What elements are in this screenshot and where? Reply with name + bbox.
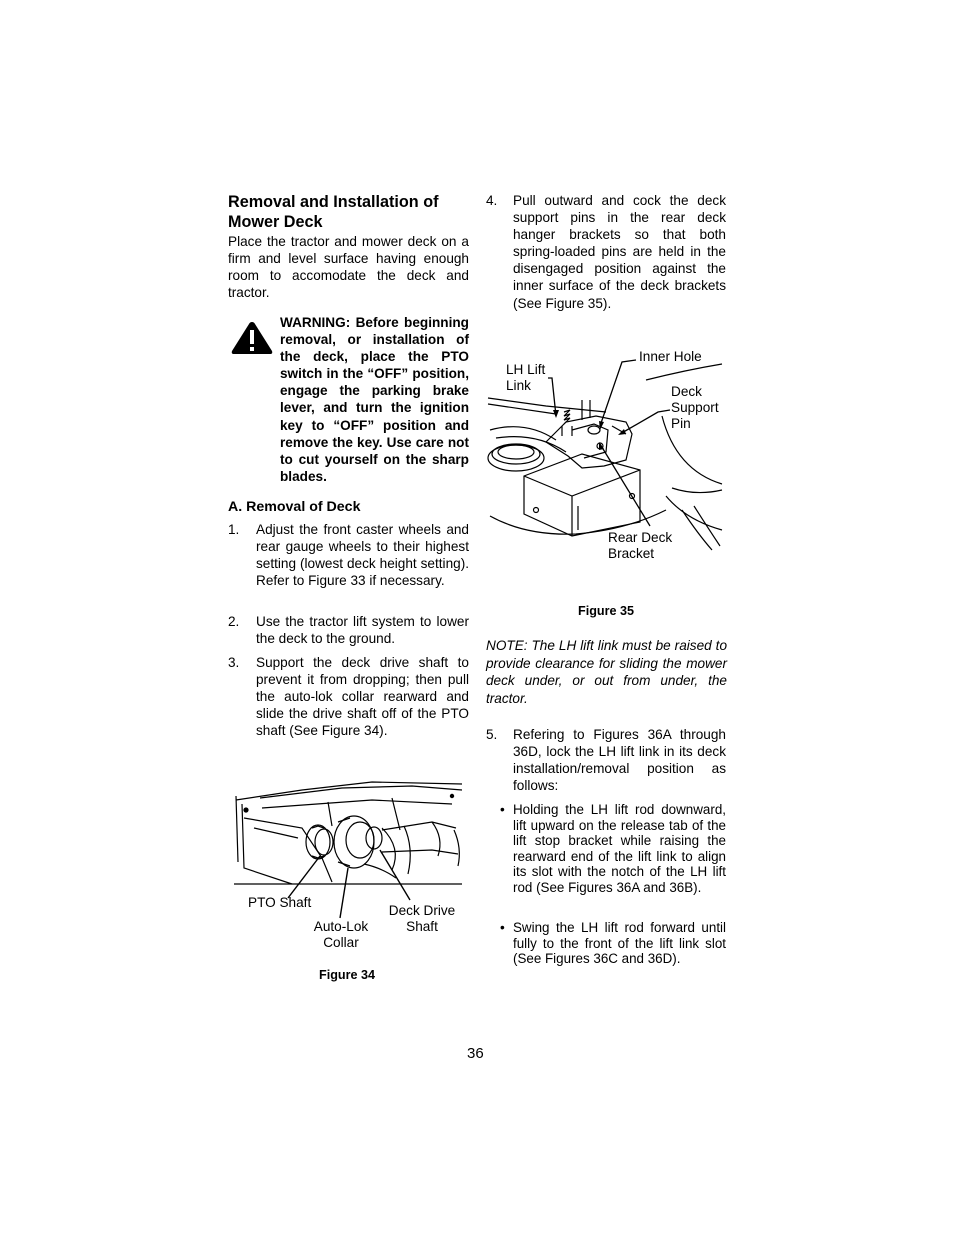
bullet-text: Swing the LH lift rod forward until fully to the front of the lift link slot (See Figures 36C and 36D).	[513, 920, 726, 967]
step-number: 2.	[228, 614, 240, 629]
fig34-label-autolok-2: Collar	[323, 935, 359, 950]
bullet-dot: •	[500, 802, 505, 817]
fig35-label-rear-2: Bracket	[608, 546, 655, 561]
fig34-label-drive-2: Shaft	[406, 919, 438, 934]
step-text: Support the deck drive shaft to prevent it from dropping; then pull the auto-lok collar rearward and slide the drive shaft off of the PTO shaft (See Figure 34).	[256, 655, 469, 739]
fig35-label-deck-support-pin	[671, 384, 719, 432]
fig34-label-deck-drive-shaft	[383, 903, 461, 935]
fig35-label-support: Support	[671, 400, 719, 415]
page-number: 36	[467, 1045, 484, 1062]
fig34-label-autolok-1: Auto-Lok	[313, 919, 369, 934]
step-number: 5.	[486, 727, 498, 742]
intro-paragraph: Place the tractor and mower deck on a firm and level surface having enough room to accomodate the deck and tractor.	[228, 234, 469, 301]
step-text: Pull outward and cock the deck support pins in the rear deck hanger brackets so that both spring-loaded pins are held in the disengaged position against the inner surface of the deck brackets (See Figure 35).	[513, 193, 726, 311]
step-text: Use the tractor lift system to lower the deck to the ground.	[256, 614, 469, 647]
step-text: Refering to Figures 36A through 36D, lock the LH lift link in its deck installation/removal position as follows:	[513, 727, 726, 794]
step-number: 4.	[486, 193, 498, 208]
step-text: Adjust the front caster wheels and rear gauge wheels to their highest setting (lowest deck height setting). Refer to Figure 33 if necessary.	[256, 522, 469, 589]
figure-35-caption: Figure 35	[578, 604, 634, 618]
step-number: 1.	[228, 522, 240, 537]
figure-34-caption: Figure 34	[319, 968, 375, 982]
fig34-label-pto-shaft: PTO Shaft	[248, 895, 312, 910]
fig34-label-autolok	[306, 919, 376, 951]
fig35-label-lh-lift-link	[506, 362, 545, 394]
removal-heading: A. Removal of Deck	[228, 499, 361, 515]
warning-triangle-icon	[230, 320, 274, 356]
section-title	[228, 193, 438, 232]
fig35-label-lh-2: Link	[506, 378, 531, 393]
bullet-text: Holding the LH lift rod downward, lift upward on the release tab of the lift stop bracket while raising the rearward end of the lift link to align its slot with the notch of the LH lift rod (See Figures 36A and 36B).	[513, 802, 726, 895]
figure-34-illustration	[232, 778, 468, 890]
fig35-label-rear-deck-bracket	[608, 530, 672, 562]
note-paragraph: NOTE: The LH lift link must be raised to provide clearance for sliding the mower deck under, or out from under, the tractor.	[486, 638, 727, 706]
fig35-label-inner-hole: Inner Hole	[639, 349, 702, 364]
fig35-label-pin: Pin	[671, 416, 691, 431]
bullet-dot: •	[500, 920, 505, 935]
section-title-line1: Removal and Installation of	[228, 193, 439, 211]
fig35-label-deck: Deck	[671, 384, 702, 399]
warning-text: WARNING: Before beginning removal, or installation of the deck, place the PTO switch in the “OFF” position, engage the parking brake lever, and turn the ignition key to “OFF” position and remove the key. Use care not to cut yourself on the sharp blades.	[280, 315, 469, 484]
fig35-label-lh-1: LH Lift	[506, 362, 546, 377]
fig35-label-rear-1: Rear Deck	[608, 530, 673, 545]
step-number: 3.	[228, 655, 240, 670]
fig34-label-drive-1: Deck Drive	[388, 903, 456, 918]
section-title-line2: Mower Deck	[228, 212, 323, 231]
